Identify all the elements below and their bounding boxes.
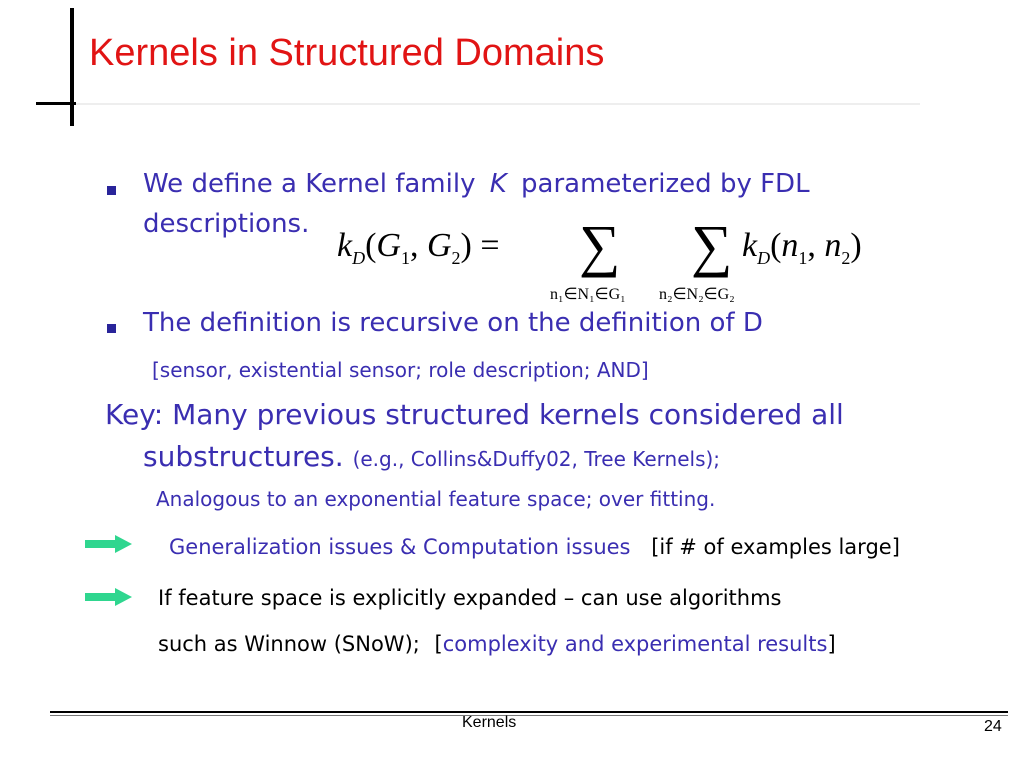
complexity-results-link[interactable]: complexity and experimental results — [442, 632, 828, 656]
footer-title: Kernels — [462, 714, 517, 731]
square-bullet-icon — [107, 324, 116, 333]
slide-title-rule — [36, 102, 76, 105]
key-reference: (e.g., Collins&Duffy02, Tree Kernels); — [352, 447, 721, 471]
left-summation-symbol: ∑ — [579, 213, 621, 278]
recursive-definition-text: The definition is recursive on the definition of D — [143, 308, 763, 338]
generalization-issues-label: Generalization issues & Computation issues — [169, 535, 631, 559]
left-summation-subscript: n₁∈N₁∈G₁ — [550, 286, 626, 303]
right-arrow-icon — [85, 587, 133, 607]
feature-space-text: If feature space is explicitly expanded – can use algorithms — [158, 586, 782, 610]
kernel-equation — [337, 213, 907, 307]
bullet-text-line — [143, 170, 810, 199]
analogous-text: Analogous to an exponential feature space; over fitting. — [156, 487, 716, 511]
bullet-definition-end: parameterized by FDL — [521, 169, 810, 199]
complexity-close-bracket: ] — [827, 632, 836, 656]
key-label: Key: — [105, 398, 164, 431]
key-statement-line — [105, 399, 844, 430]
bullet-text-continuation: descriptions. — [143, 209, 310, 239]
key-statement-continuation — [143, 441, 720, 472]
bullet-definition-start: We define a Kernel family — [143, 169, 476, 199]
examples-large-note: [if # of examples large] — [651, 535, 900, 559]
slide-title-underline — [76, 103, 920, 105]
winnow-text-line — [158, 632, 836, 656]
complexity-open-bracket: [ — [434, 632, 443, 656]
winnow-text: such as Winnow (SNoW); — [158, 632, 420, 656]
generalization-issues-text — [169, 536, 900, 560]
footer-rule — [50, 711, 1008, 713]
equation-left-hand-side: $k_D(G_1$, $G_2$) = — [337, 227, 500, 268]
right-arrow-icon — [85, 534, 133, 554]
definition-components: [sensor, existential sensor; role description; AND] — [152, 358, 649, 382]
right-summation-symbol: ∑ — [691, 213, 733, 278]
square-bullet-icon — [107, 186, 116, 195]
key-text: Many previous structured kernels considered all — [172, 398, 844, 431]
slide-title: Kernels in Structured Domains — [89, 32, 605, 74]
right-summation-subscript: n₂∈N₂∈G₂ — [659, 286, 735, 303]
footer-rule-thin — [50, 715, 1008, 716]
kernel-family-symbol: K — [489, 169, 507, 199]
equation-right-hand-side: $k_D(n_1$, $n_2$) — [742, 227, 862, 268]
slide-vertical-rule — [70, 8, 74, 126]
page-number: 24 — [984, 718, 1002, 735]
key-substructures: substructures. — [143, 440, 344, 473]
